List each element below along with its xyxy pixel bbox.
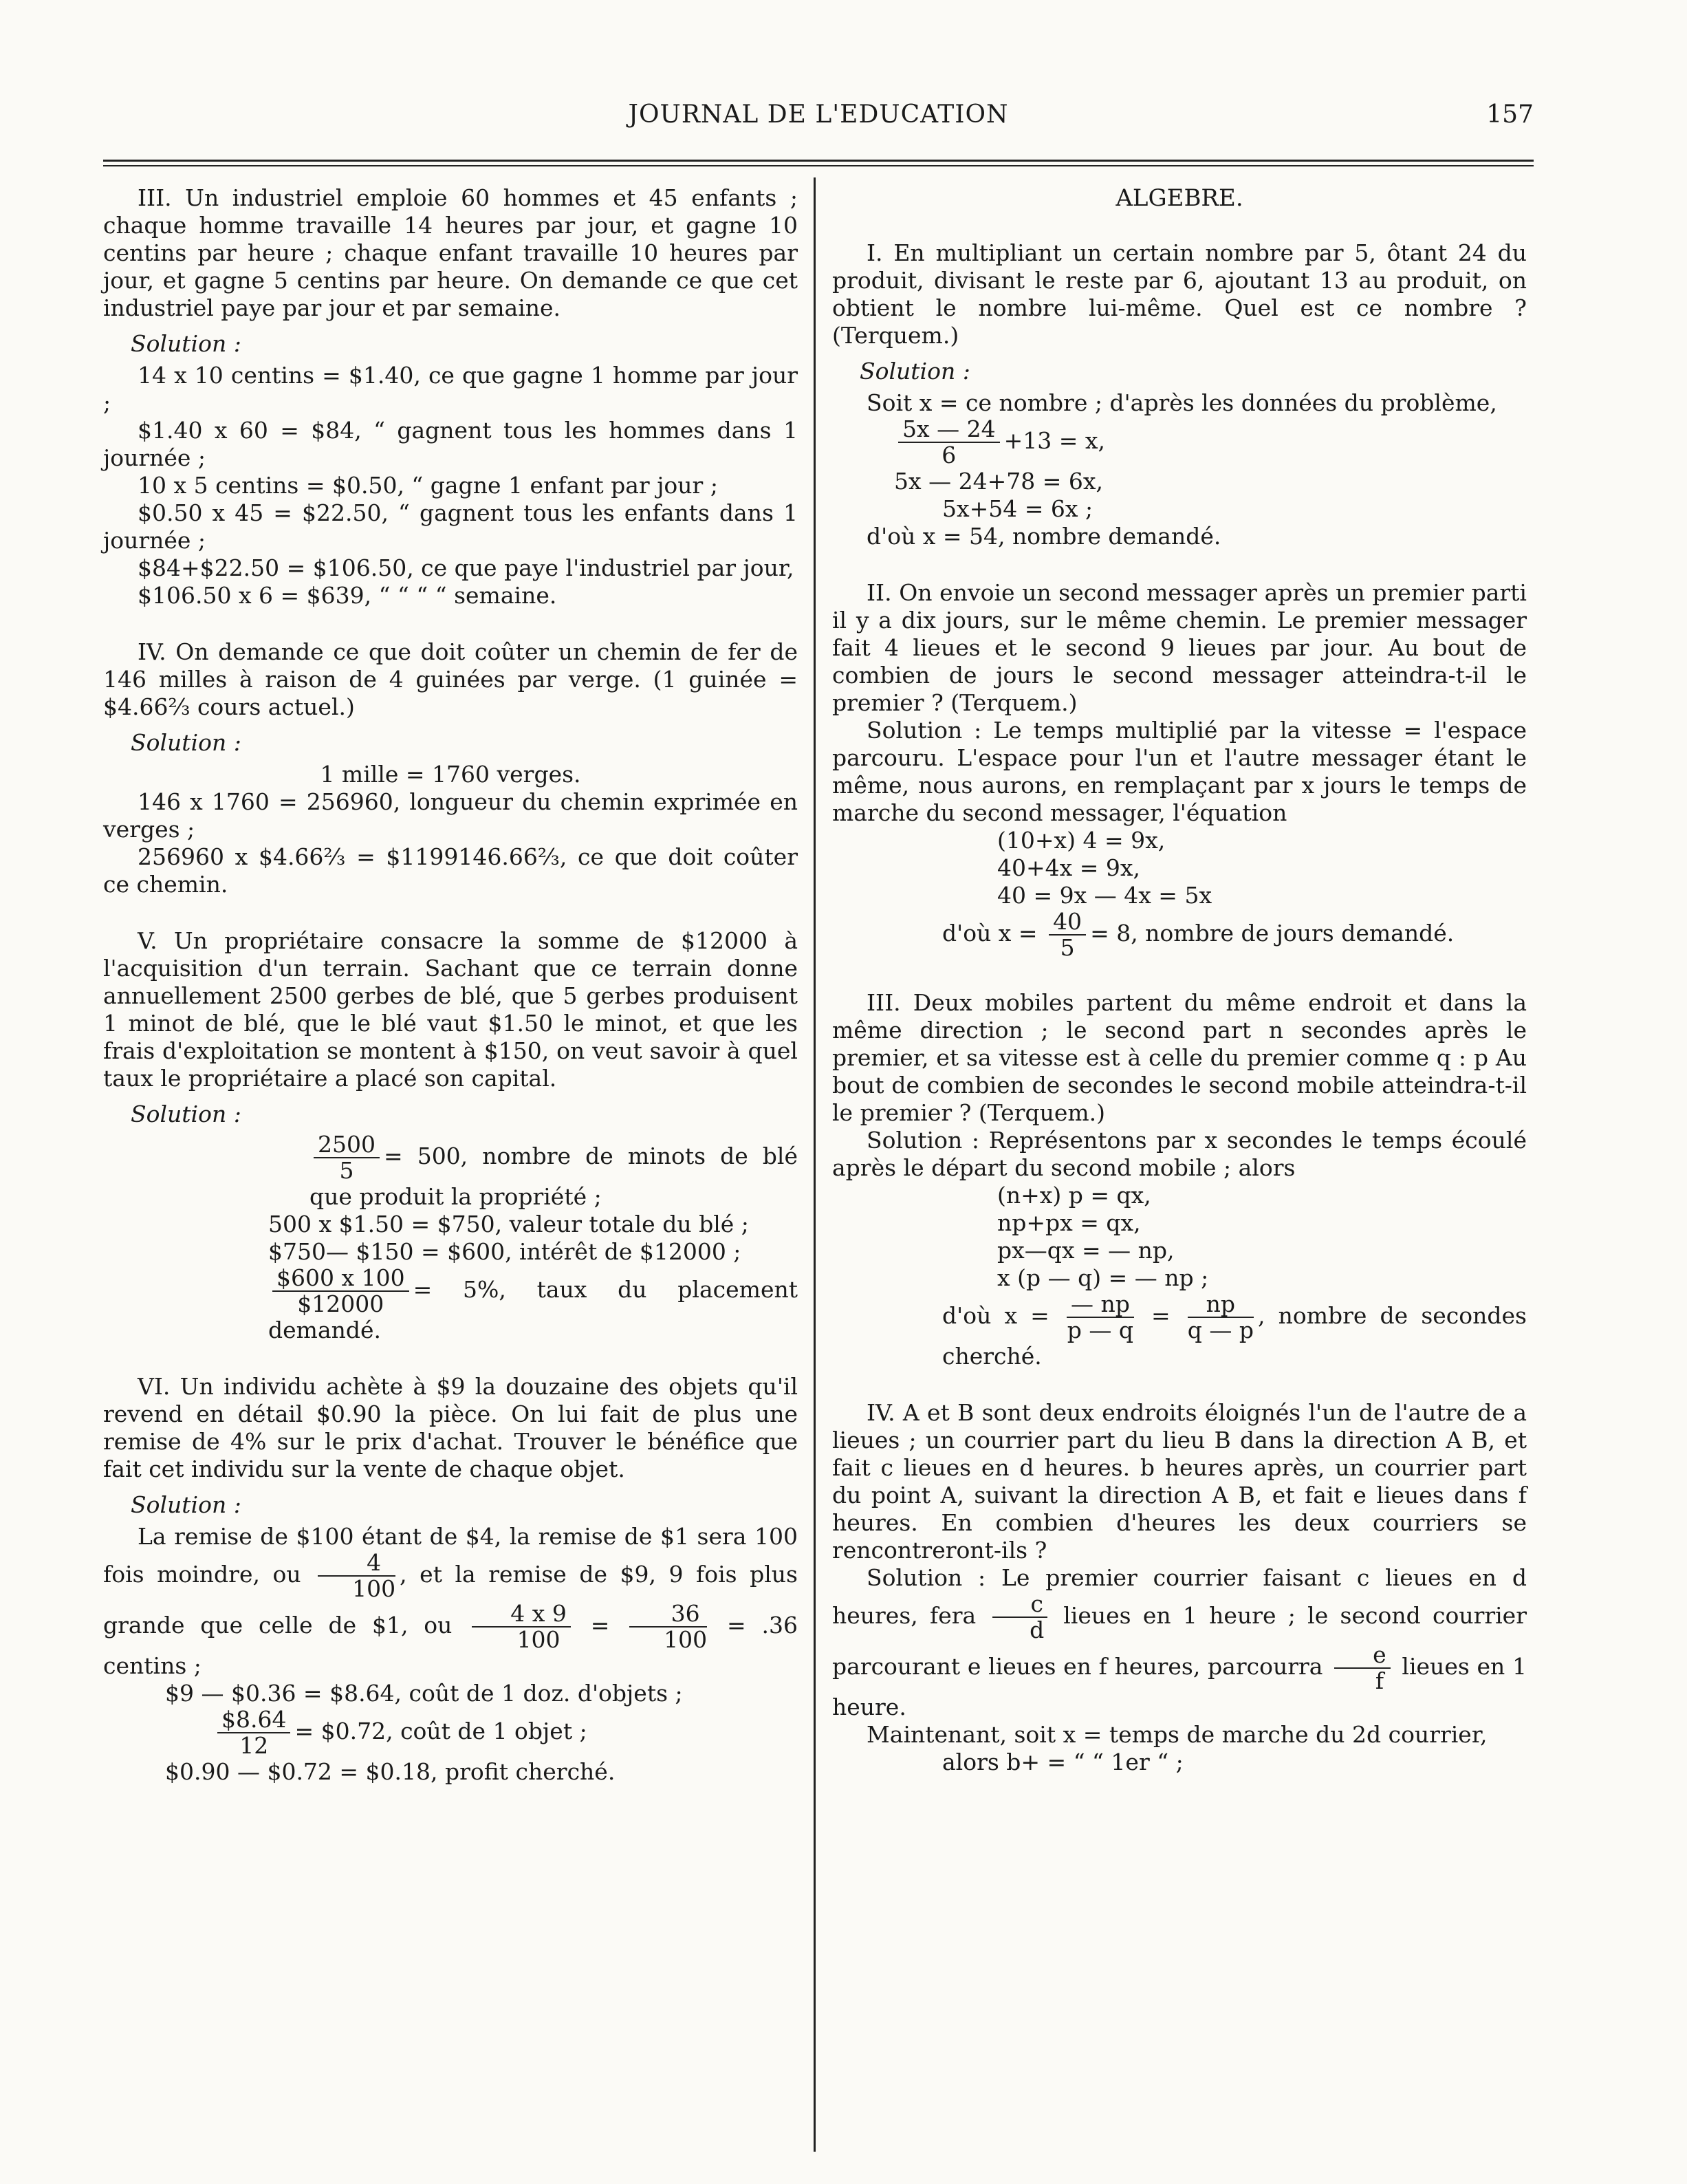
solution-text: Solution : Le temps multiplié par la vitesse = l'espace parcouru. L'espace pour l'un et l'autre messager étant le même, nous aurons, en remplaçant par x jours le temps de marche du second messager, l'équation [832, 717, 1527, 826]
page-number: 157 [1486, 100, 1534, 129]
solution-line: (n+x) p = qx, [997, 1182, 1151, 1209]
journal-page [103, 96, 1534, 2160]
solution-line: 1 mille = 1760 verges. [320, 761, 581, 788]
problem-vi [103, 1373, 798, 1786]
problem-statement: VI. Un individu achète à $9 la douzaine des objets qu'il revend en détail $0.90 la pièce. On lui fait de plus une remise de 4% sur le prix d'achat. Trouver le bénéfice que fait cet individu sur la vente de chaque objet. [103, 1373, 798, 1482]
fraction: $\frac{2500}{5}$ [314, 1132, 380, 1183]
problem-statement: V. Un propriétaire consacre la somme de $12000 à l'acquisition d'un terrain. Sachant que ce terrain donne annuellement 2500 gerbes de blé, que 5 gerbes produisent 1 minot de blé, que le blé vaut $1.50 le minot, et que les frais d'exploitation se montent à $150, on veut savoir à quel taux le propriétaire a placé son capital. [103, 927, 798, 1092]
fraction-line: $\frac{2500}{5}$ = 500, nombre de minots de blé que produit la propriété ; [309, 1131, 798, 1210]
fraction-line: d'où x = $\frac{— np}{p — q}$ = $\frac{np}{q — p}$ , nombre de secondes cherché. [942, 1290, 1527, 1370]
solution-label: Solution : [860, 358, 970, 385]
solution-line: px—qx = — np, [997, 1237, 1175, 1264]
fraction: $\frac{\$600 x 100}{\$12000}$ [272, 1266, 409, 1317]
solution-line: 500 x $1.50 = $750, valeur totale du blé ; [268, 1211, 749, 1237]
fraction: $\frac{\$8.64}{12}$ [217, 1707, 290, 1758]
fraction: $\frac{5x — 24}{6}$ [898, 417, 1000, 468]
solution-paragraph: Solution : Le premier courrier faisant c lieues en d heures, fera $\frac{c}{d}$ lieues en 1 heure ; le second courrier parcourant e lieues en f heures, parcourra $\frac{e}{f}$ lieues en 1 heure. [832, 1564, 1527, 1720]
problem-iv [103, 638, 798, 898]
fraction-line: $\frac{\$600 x 100}{\$12000}$ = 5%, taux du placement demandé. [268, 1264, 798, 1343]
solution-paragraph: La remise de $100 étant de $4, la remise de $1 sera 100 fois moindre, ou $\frac{4}{100}$ , et la remise de $9, 9 fois plus grande que celle de $1, ou $\frac{4 x 9}{100}$ = $\frac{36}{100}$ = .36 centins ; [103, 1523, 798, 1679]
right-column [832, 184, 1527, 1805]
solution-line: (10+x) 4 = 9x, [997, 827, 1166, 854]
fraction: $\frac{— np}{p — q}$ [1067, 1290, 1133, 1343]
header-rule [103, 160, 1534, 162]
column-separator [814, 177, 816, 2152]
problem-v [103, 927, 798, 1344]
page-header [103, 96, 1534, 138]
section-heading: ALGEBRE. [1115, 184, 1243, 212]
fraction: $\frac{c}{d}$ [992, 1592, 1047, 1643]
left-column [103, 184, 798, 1815]
solution-line: $9 — $0.36 = $8.64, coût de 1 doz. d'objets ; [165, 1680, 683, 1707]
solution-line: alors b+ = “ “ 1er “ ; [942, 1749, 1184, 1775]
fraction-line: $\frac{\$8.64}{12}$ = $0.72, coût de 1 objet ; [103, 1707, 798, 1758]
solution-label: Solution : [131, 1491, 241, 1518]
solution-line: 146 x 1760 = 256960, longueur du chemin exprimée en verges ; [103, 788, 798, 843]
algebra-problem-i [832, 239, 1527, 550]
solution-line: 40+4x = 9x, [997, 854, 1140, 881]
fraction-line: d'où x = $\frac{40}{5}$ = 8, nombre de jours demandé. [942, 908, 1455, 961]
fraction: $\frac{4}{100}$ [318, 1550, 395, 1601]
solution-line: $750— $150 = $600, intérêt de $12000 ; [268, 1238, 741, 1265]
fraction-line: $\frac{5x — 24}{6}$ +13 = x, [832, 417, 1527, 468]
solution-line: 5x+54 = 6x ; [942, 495, 1093, 522]
solution-line: Maintenant, soit x = temps de marche du 2d courrier, [867, 1721, 1488, 1748]
fraction: $\frac{e}{f}$ [1334, 1643, 1391, 1694]
solution-line: $1.40 x 60 = $84, “ gagnent tous les hommes dans 1 journée ; [103, 417, 798, 471]
solution-line: $0.90 — $0.72 = $0.18, profit cherché. [165, 1758, 616, 1785]
algebra-problem-iii [832, 989, 1527, 1370]
solution-label: Solution : [131, 729, 241, 756]
algebra-problem-iv [832, 1399, 1527, 1776]
solution-line: $0.50 x 45 = $22.50, “ gagnent tous les enfants dans 1 journée ; [103, 499, 798, 554]
fraction: $\frac{4 x 9}{100}$ [472, 1601, 571, 1652]
solution-line: 256960 x $4.66⅔ = $1199146.66⅔, ce que doit coûter ce chemin. [103, 843, 798, 898]
solution-text: Solution : Représentons par x secondes le temps écoulé après le départ du second mobile ; alors [832, 1127, 1527, 1181]
solution-line: 14 x 10 centins = $1.40, ce que gagne 1 homme par jour ; [103, 362, 798, 416]
solution-line: Soit x = ce nombre ; d'après les données du problème, [867, 389, 1497, 416]
solution-line: 10 x 5 centins = $0.50, “ gagne 1 enfant par jour ; [138, 472, 718, 499]
solution-line: $84+$22.50 = $106.50, ce que paye l'industriel par jour, [138, 554, 794, 581]
fraction: $\frac{36}{100}$ [629, 1601, 707, 1652]
solution-line: $106.50 x 6 = $639, “ “ “ “ semaine. [138, 582, 557, 609]
solution-label: Solution : [131, 330, 241, 357]
journal-title: JOURNAL DE L'EDUCATION [628, 100, 1009, 129]
problem-statement: III. Un industriel emploie 60 hommes et 45 enfants ; chaque homme travaille 14 heures par jour, et gagne 10 centins par heure ; chaque enfant travaille 10 heures par jour, et gagne 5 centins par heure. On demande ce que cet industriel paye par jour et par semaine. [103, 184, 798, 321]
solution-line: 5x — 24+78 = 6x, [894, 468, 1103, 495]
solution-line: np+px = qx, [997, 1209, 1141, 1236]
fraction: $\frac{40}{5}$ [1049, 909, 1086, 960]
algebra-problem-ii [832, 579, 1527, 960]
solution-line: x (p — q) = — np ; [997, 1264, 1209, 1291]
solution-line: 40 = 9x — 4x = 5x [997, 882, 1212, 909]
solution-line: d'où x = 54, nombre demandé. [867, 523, 1221, 550]
header-rule-thin [103, 165, 1534, 166]
problem-statement: I. En multipliant un certain nombre par 5, ôtant 24 du produit, divisant le reste par 6, ajoutant 13 au produit, on obtient le nombre lui-même. Quel est ce nombre ? (Terquem.) [832, 239, 1527, 349]
problem-statement: II. On envoie un second messager après un premier parti il y a dix jours, sur le même chemin. Le premier messager fait 4 lieues et le second 9 lieues par jour. Au bout de combien de jours le second messager atteindra-t-il le premier ? (Terquem.) [832, 579, 1527, 716]
fraction: $\frac{np}{q — p}$ [1187, 1290, 1254, 1343]
problem-statement: IV. On demande ce que doit coûter un chemin de fer de 146 milles à raison de 4 guinées par verge. (1 guinée = $4.66⅔ cours actuel.) [103, 638, 798, 720]
solution-label: Solution : [131, 1101, 241, 1127]
problem-statement: IV. A et B sont deux endroits éloignés l'un de l'autre de a lieues ; un courrier part du lieu B dans la direction A B, et fait c lieues en d heures. b heures après, un courrier part du point A, suivant la direction A B, et fait e lieues dans f heures. En combien d'heures les deux courriers se rencontreront-ils ? [832, 1399, 1527, 1564]
problem-statement: III. Deux mobiles partent du même endroit et dans la même direction ; le second part n secondes après le premier, et sa vitesse est à celle du premier comme q : p Au bout de combien de secondes le second mobile atteindra-t-il le premier ? (Terquem.) [832, 989, 1527, 1126]
problem-iii [103, 184, 798, 609]
